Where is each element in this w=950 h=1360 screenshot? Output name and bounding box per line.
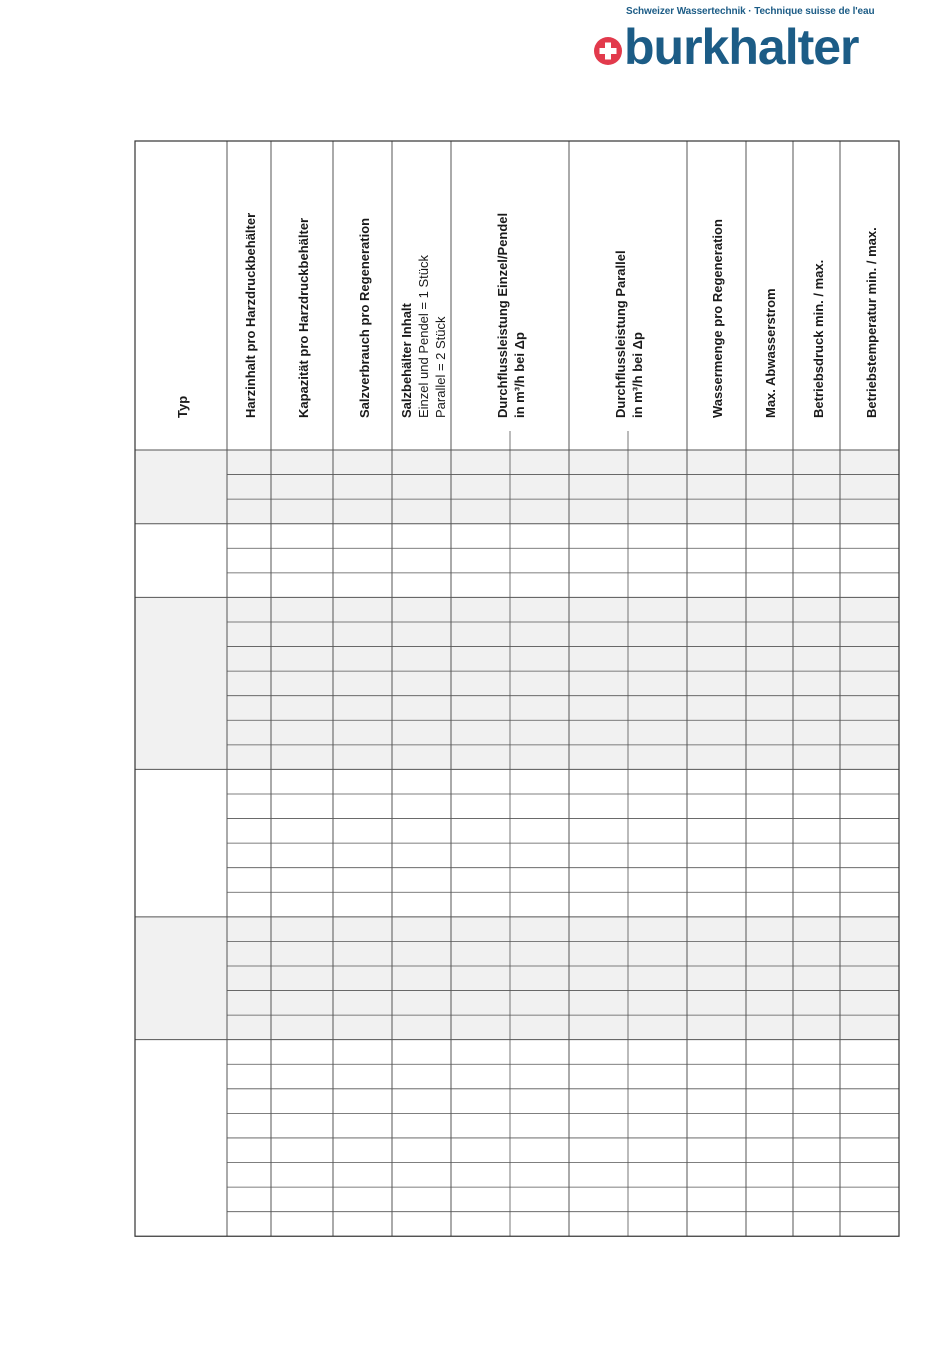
header-abwasser: Max. Abwasserstrom [763,288,778,418]
group-5-shading [135,917,899,1040]
header-salzverbrauch: Salzverbrauch pro Regeneration [357,217,372,418]
header-harzinhalt: Harzinhalt pro Harzdruckbehälter [243,212,258,418]
header-durchfluss-parallel: Durchflussleistung Parallel in m³/h bei Δp [613,250,645,418]
header-typ: Typ [175,395,190,418]
brand-logo: burkhalter [624,19,859,75]
header-betriebsdruck: Betriebsdruck min. / max. [811,259,826,418]
group-1-shading [135,450,899,524]
header-betriebstemperatur: Betriebstemperatur min. / max. [864,227,879,418]
header-durchfluss-einzel: Durchflussleistung Einzel/Pendel in m³/h bei Δp [495,212,527,418]
header-wassermenge: Wassermenge pro Regeneration [710,219,725,418]
header-salzbehaelter: Salzbehälter Inhalt Einzel und Pendel = 1 Stück Parallel = 2 Stück [399,255,448,418]
brand-tagline: Schweizer Wassertechnik · Technique suisse de l'eau [626,6,875,17]
group-3-shading [135,597,899,769]
header-kapazitaet: Kapazität pro Harzdruckbehälter [296,217,311,418]
